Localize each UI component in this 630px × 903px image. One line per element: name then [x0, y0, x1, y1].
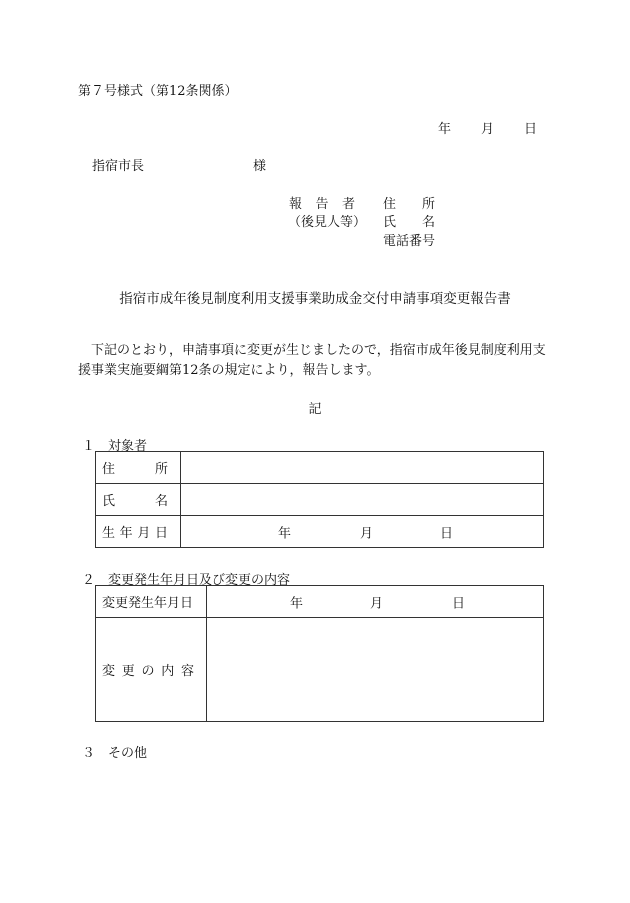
address-label-cell	[96, 452, 181, 484]
birth-day-unit: 日	[440, 526, 454, 541]
guardian-note: （後見人等）	[288, 215, 367, 230]
section3-heading: ３ その他	[82, 746, 148, 761]
change-table	[95, 585, 544, 722]
birthdate-label-cell	[96, 516, 181, 548]
label-char: 氏	[102, 494, 116, 509]
table-row	[96, 516, 544, 548]
date-year-unit: 年	[438, 122, 452, 137]
reporter-label-char: 告	[315, 197, 329, 212]
subject-table	[95, 451, 544, 548]
change-date-value-cell[interactable]	[207, 586, 544, 618]
table-row	[96, 586, 544, 618]
ki-heading: 記	[308, 402, 322, 417]
label-char: 容	[180, 664, 194, 679]
reporter-label-char: 者	[341, 197, 355, 212]
label-char: 変	[102, 664, 116, 679]
change-content-value-cell[interactable]	[207, 618, 544, 722]
table-row	[96, 452, 544, 484]
honorific: 様	[253, 159, 267, 174]
table-row	[96, 618, 544, 722]
label-char: 住	[102, 462, 116, 477]
addressee: 指宿市長	[92, 159, 145, 174]
reporter-label-char: 報	[289, 197, 303, 212]
change-day-unit: 日	[452, 596, 466, 611]
change-date-label: 変更発生年月日	[102, 596, 194, 611]
label-char: 名	[154, 494, 168, 509]
document-body: 下記のとおり，申請事項に変更が生じましたので，指宿市成年後見制度利用支援事業実施要綱第12条の規定により，報告します。	[78, 343, 546, 378]
name-value-cell[interactable]	[181, 484, 544, 516]
document-title: 指宿市成年後見制度利用支援事業助成金交付申請事項変更報告書	[119, 291, 511, 307]
section1-heading: １ 対象者	[82, 439, 148, 454]
label-char: 月	[137, 526, 151, 541]
change-content-label-cell	[96, 618, 207, 722]
change-year-unit: 年	[290, 596, 304, 611]
label-char: 内	[161, 664, 175, 679]
reporter-phone-label: 電話番号	[383, 234, 436, 249]
reporter-name-label: 氏 名	[383, 215, 436, 230]
reporter-address-label: 住 所	[383, 197, 436, 212]
birthdate-value-cell[interactable]	[181, 516, 544, 548]
section2-heading: ２ 変更発生年月日及び変更の内容	[82, 573, 291, 588]
label-char: の	[141, 664, 155, 679]
date-day-unit: 日	[524, 122, 538, 137]
change-date-label-cell	[96, 586, 207, 618]
label-char: 年	[119, 526, 133, 541]
label-char: 生	[102, 526, 116, 541]
table-row	[96, 484, 544, 516]
change-month-unit: 月	[370, 596, 384, 611]
label-char: 日	[154, 526, 168, 541]
label-char: 更	[121, 664, 135, 679]
birth-year-unit: 年	[278, 526, 292, 541]
reporter-label	[289, 193, 355, 212]
report-date	[438, 118, 537, 137]
label-char: 所	[154, 462, 168, 477]
name-label-cell	[96, 484, 181, 516]
form-number: 第７号様式（第12条関係）	[78, 84, 238, 99]
address-value-cell[interactable]	[181, 452, 544, 484]
birth-month-unit: 月	[360, 526, 374, 541]
date-month-unit: 月	[481, 122, 495, 137]
